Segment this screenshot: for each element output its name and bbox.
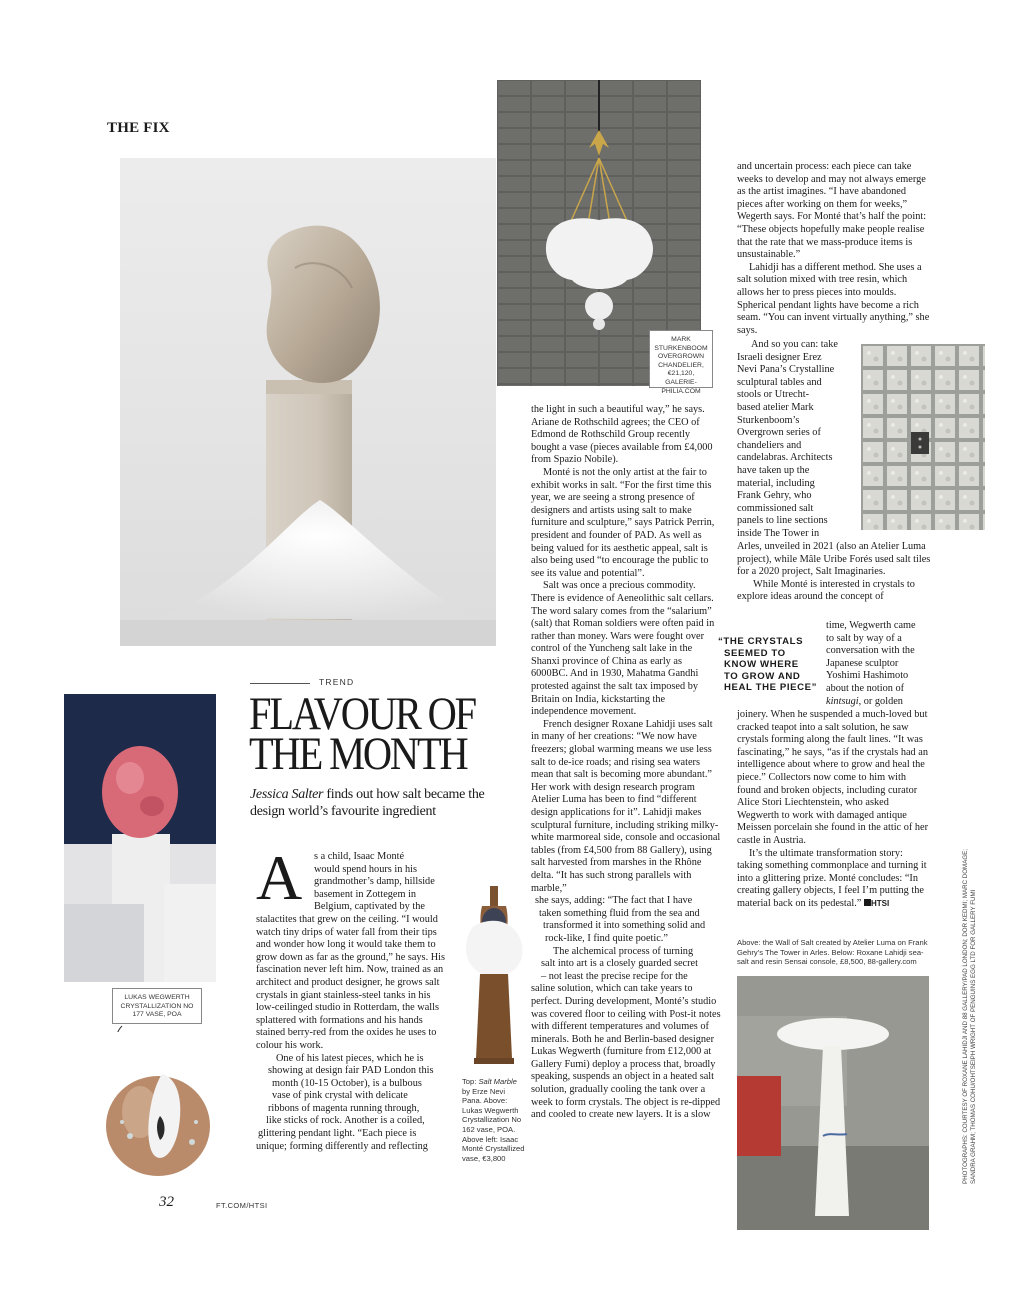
page-number: 32	[159, 1194, 174, 1210]
standfirst-line-2: design world’s favourite ingredient	[250, 803, 436, 819]
pink-crystal-illustration	[64, 694, 216, 982]
col1-p2-line: One of his latest pieces, which he is	[276, 1052, 424, 1064]
end-mark-icon	[864, 899, 871, 906]
opening-line-5: Belgium, captivated by the	[314, 901, 425, 913]
col1-p2-line: showing at design fair PAD London this	[268, 1065, 434, 1077]
col1-p2-line: month (10-15 October), is a bulbous	[272, 1077, 422, 1089]
wegwerth-vase-illustration	[100, 1032, 210, 1182]
drop-cap: A	[256, 842, 303, 913]
photo-credits: PHOTOGRAPHS: COURTESY OF ROXANE LAHIDJI AND 88 GALLERY/PAD LONDON; DOR KEDMI; MARC DOMAGE; SANDRA GRAHM; THOMAS COHU/OHTSEIPH WRIGHT OF PENGUINS EGG LTD FOR GALLERY FUMI	[962, 849, 977, 1184]
section-label: THE FIX	[107, 120, 170, 136]
sign-off: HTSI	[870, 898, 890, 908]
opening-line-4: basement in Zottegem in	[314, 888, 417, 900]
salt-tiles-illustration	[861, 344, 985, 530]
col3-monte-first: While Monté is interested in crystals to explore ideas around the concept of	[737, 578, 915, 603]
col2-para-3: Salt was once a precious commodity. There is evidence of Aeneolithic salt cellars. The word salary comes from the “salarium” (salt) that Roman soldiers were often paid in rather than money. Wars were fought over control of the Yuncheng salt lake in the Shanxi province of China as early as 6000BC. And in 1930, Mahatma Gandhi protested against the salt tax imposed by Britain on India, kickstarting the independence movement.	[531, 580, 715, 718]
salt-rock-illustration	[120, 158, 496, 646]
photo-salt-marble-vase	[452, 882, 536, 1070]
col2-bottom: saline solution, which can take years to perfect. During development, Monté’s studio was covered floor to ceiling with Post-it notes with different temperatures and volumes of minerals. Both he and Berlin-based designer Lukas Wegwerth (furniture from £12,000 at Gallery Fumi) deploy a process that, broadly speaking, suspends an object in a heated salt solution, gradually cooling the tank over a week to form crystals. The object is re-dipped and cooled to create new layers. It is a slow	[531, 983, 721, 1121]
photo-pink-crystal	[64, 694, 216, 982]
column-3-mid	[737, 541, 931, 604]
column-3-narrow: And so you can: take Israeli designer Erez Nevi Pana’s Crystalline sculptural tables and stools or Utrecht- based atelier Mark Sturkenboom’s Overgrown series of chandeliers and candelabras. Architects have taken up the material, including Frank Gehry, who commissioned salt panels to line sections inside The Tower in	[737, 339, 838, 539]
column-1	[256, 842, 446, 1153]
standfirst	[250, 787, 500, 820]
column-3-quote-side: time, Wegwerth came to salt by way of a conversation with the Japanese sculptor Yoshimi Hashimoto about the notion of kintsugi, or golden	[826, 620, 916, 707]
headline-line-1: FLAVOUR OF	[249, 688, 475, 740]
col2-wrap-lines: she says, adding: “The fact that I have taken something fluid from the sea and transformed it into something solid and rock-like, I find quite poetic.” The alchemical process of turning salt into art is a closely guarded secret – not least the precise recipe for the	[535, 895, 706, 982]
standfirst-rest: finds out how salt became the	[323, 787, 485, 802]
col1-para-2	[256, 1053, 446, 1154]
pull-quote: “THE CRYSTALS SEEMED TO KNOW WHERE TO GROW AND HEAL THE PIECE”	[718, 636, 818, 694]
col3-para-1: and uncertain process: each piece can take weeks to develop and may not always emerge as the artist imagines. “I have abandoned pieces after working on them for weeks,” Wegerth says. For Monté that’s half the point: “These objects hopefully make people realise that the rate that we mass-produce items is unsustainable.”	[737, 161, 927, 261]
headline-line-2: THE MONTH	[249, 728, 467, 780]
kicker-rule	[250, 683, 310, 684]
opening-line-1: s a child, Isaac Monté	[314, 851, 405, 862]
caption-wall: Above: the Wall of Salt created by Atelier Luma on Frank Gehry’s The Tower in Arles. Below: Roxane Lahidji sea-salt and resin Sensai console, £8,500, 88-gallery.com	[737, 938, 928, 967]
caption-vase: Top: Salt Marble by Erze Nevi Pana. Above: Lukas Wegwerth Crystallization No 162 vase, POA. Above left: Isaac Monté Crystallized vase, €3,800	[462, 1077, 525, 1163]
kicker: TREND	[319, 677, 355, 687]
opening-line-3: grandmother’s damp, hillside	[314, 876, 435, 888]
caption-chandelier-text: MARK STURKENBOOM OVERGROWN CHANDELIER, €21,120, GALERIE-PHILIA.COM	[654, 336, 708, 395]
salt-marble-vase-illustration	[452, 882, 536, 1070]
col3-final: joinery. When he suspended a much-loved but cracked teapot into a salt solution, he saw crystals forming along the fault lines. “It was fascinating,” he says, “as if the crystals had an intelligence about where to grow and heal the piece.” Collectors now come to him with found and broken objects, including curator Alice Stori Liechtenstein, who asked Wegwerth to work with damaged antique Meissen porcelain she found in the attic of her castle in Austria.	[737, 709, 929, 846]
col3-last: It’s the ultimate transformation story: taking something commonplace and turning it into a glittering prize. Monté concludes: “In creating gallery objects, I feel I’m putting the material back on its pedestal.” HTSI	[737, 847, 927, 909]
column-3-bottom	[737, 709, 931, 911]
col1-para-1-rest: stalactites that grew on the ceiling. “I would watch tiny drips of water fall from their tips and wonder how long it would take them to grow down as far as the ground,” he says. His fascination never left him. Now, trained as an architect and product designer, he grows salt crystals in giant stainless-steel tanks in his low-ceilinged studio in Rotterdam, the walls splattered with formations and his hands stained berry-red from the oxides he uses to colour his work.	[256, 913, 446, 1051]
footer-url: FT.COM/HTSI	[216, 1201, 268, 1210]
standfirst-author: Jessica Salter	[250, 787, 324, 802]
column-3-top	[737, 161, 931, 337]
col1-p2-line: vase of pink crystal with delicate	[272, 1090, 408, 1102]
column-2	[531, 404, 721, 1122]
col2-para-4: French designer Roxane Lahidji uses salt in many of her creations: “We now have freezers; global warming means we use less salt to de-ice roads; and rising sea waters mean that salt is becoming more abundant.” Her work with design research program Atelier Luma has been to find “different design applications for it”. Lahidji makes sculptural furniture, including striking milky-white marmoreal side, console and occasional tables (from £4,500 from 88 Gallery), using salt harvested from marshes in the Rhône delta. “It has such strong parallels with marble,”	[531, 718, 721, 894]
headline	[249, 688, 475, 780]
opening-line-2: would spend hours in his	[314, 863, 417, 875]
caption-wegwerth	[112, 988, 202, 1024]
photo-wegwerth-vase	[100, 1032, 210, 1182]
col2-para-2: Monté is not the only artist at the fair to exhibit works in salt. “For the first time this year, we are seeing a strong presence of designers and artists using salt to make furniture and sculpture,” says Patrick Perrin, president and founder of PAD. As well as being valued for its aesthetic appeal, salt is also being used “to encourage the public to see its value and potential”.	[531, 466, 715, 579]
col1-p2-line: like sticks of rock. Another is a coiled,	[266, 1115, 425, 1127]
photo-console-table	[737, 976, 929, 1230]
photo-salt-tiles	[861, 344, 985, 530]
caption-chandelier	[649, 330, 713, 395]
col3-after-narrow: Arles, unveiled in 2021 (also an Atelier Luma project), while Mâle Uribe Forés used salt tiles for a 2020 project, Salt Imaginaries.	[737, 541, 931, 578]
col1-p2-line: glittering pendant light. “Each piece is	[258, 1128, 417, 1140]
col2-para-1: the light in such a beautiful way,” he says. Ariane de Rothschild agrees; the CEO of Edmond de Rothschild Group recently bought a vase (pieces available from £4,000 from Spazio Nobile).	[531, 404, 713, 466]
col1-p2-line: ribbons of magenta running through,	[268, 1102, 420, 1114]
photo-salt-rock	[120, 158, 496, 646]
caption-wegwerth-text: LUKAS WEGWERTH CRYSTALLIZATION NO 177 VASE, POA	[120, 994, 194, 1019]
col1-p2-line: unique; forming differently and reflecting	[256, 1140, 428, 1152]
console-table-illustration	[737, 976, 929, 1230]
drop-cap-block	[256, 842, 446, 914]
col3-para-2: Lahidji has a different method. She uses a salt solution mixed with tree resin, which allows her to press pieces into moulds. Spherical pendant lights have become a rich seam. “You can invent virtually anything,” she says.	[737, 261, 930, 336]
